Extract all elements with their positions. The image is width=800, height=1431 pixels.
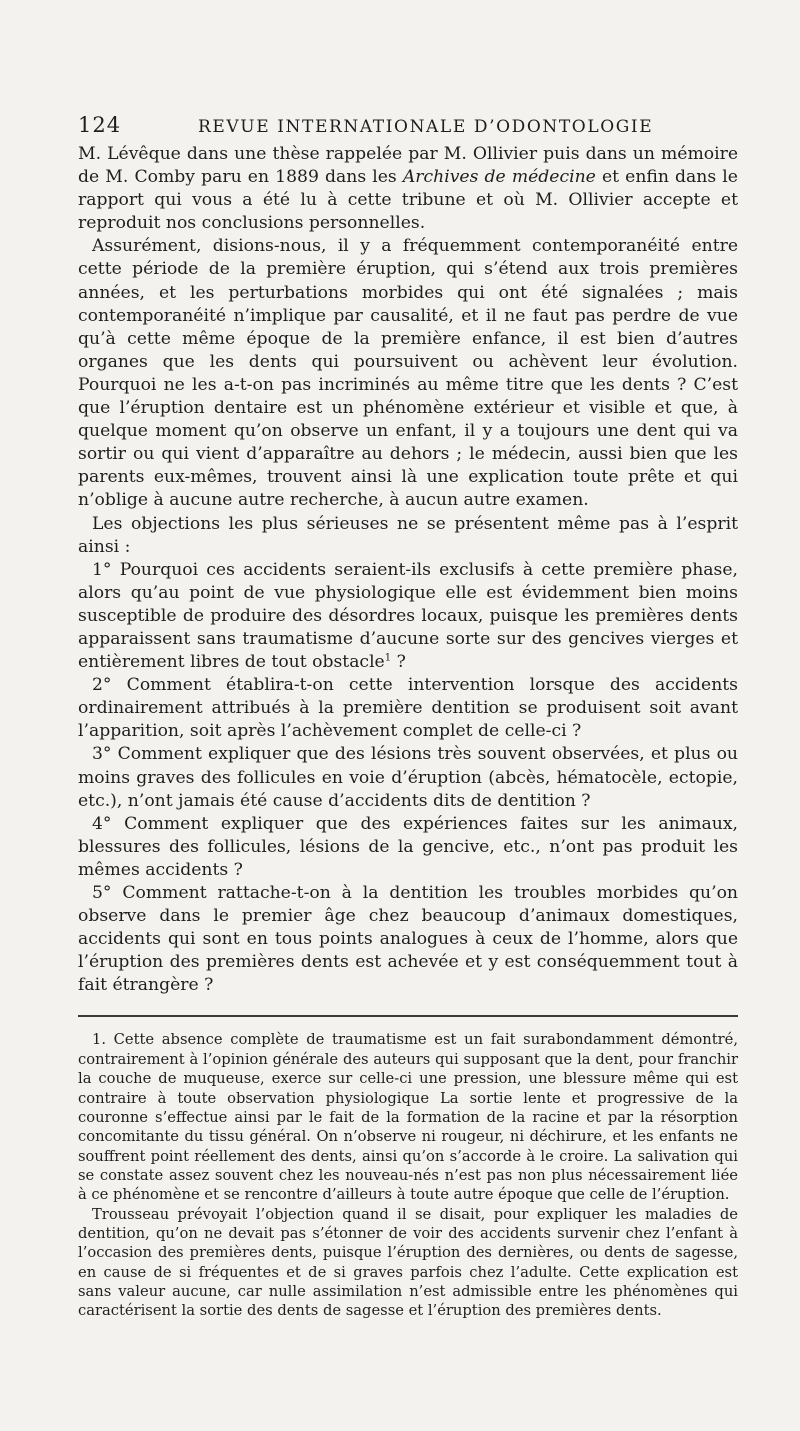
objection-2: 2° Comment établira-t-on cette intervention lorsque des accidents ordinairement attribués à la première dentition se produisent soit avant l’apparition, soit après l’achèvement complet de celle-ci ? bbox=[78, 675, 738, 742]
running-head bbox=[78, 113, 738, 143]
footnote-reference[interactable]: 1 bbox=[384, 652, 392, 664]
objection-4: 4° Comment expliquer que des expériences faites sur les animaux, blessures des follicules, lésions de la gencive, etc., n’ont pas produit les mêmes accidents ? bbox=[78, 813, 738, 880]
page-number: 124 bbox=[78, 113, 122, 137]
objection-1-end: ? bbox=[391, 652, 406, 673]
journal-citation: Archives de médecine bbox=[402, 167, 596, 188]
paragraph-2: Assurément, disions-nous, il y a fréquemment contemporanéité entre cette période de la première éruption, qui s’étend aux trois premières années, et les perturbations morbides qui ont été signalées ; mais contemporanéité n’implique par causalité, et il ne faut pas perdre de vue qu’à cette même époque de la première enfance, il est bien d’autres organes que les dents qui poursuivent ou achèvent leur évolution. Pourquoi ne les a-t-on pas incriminés au même titre que les dents ? C’est que l’éruption dentaire est un phénomène extérieur et visible et que, à quelque moment qu’on observe un enfant, il y a toujours une dent qui va sortir ou qui vient d’apparaître au dehors ; le médecin, aussi bien que les parents eux-mêmes, trouvent ainsi là une explication toute prête et qui n’oblige à aucune autre recherche, à aucun autre examen. bbox=[78, 236, 738, 511]
paragraph-1-text-b: et enfin dans le rapport qui vous a été lu à cette tribune et où M. Ollivier accepte et reproduit nos conclusions personnelles. bbox=[78, 167, 738, 234]
paragraph-3: Les objections les plus sérieuses ne se présentent même pas à l’esprit ainsi : bbox=[78, 513, 738, 557]
objection-5: 5° Comment rattache-t-on à la dentition les troubles morbides qu’on observe dans le premier âge chez beaucoup d’animaux domestiques, accidents qui sont en tous points analogues à ceux de l’homme, alors que l’éruption des premières dents est achevée et y est conséquemment tout à fait étrangère ? bbox=[78, 883, 738, 996]
body-text bbox=[78, 143, 738, 997]
objection-3: 3° Comment expliquer que des lésions très souvent observées, et plus ou moins graves des follicules en voie d’éruption (abcès, hématocèle, ectopie, etc.), n’ont jamais été cause d’accidents dits de dentition ? bbox=[78, 744, 738, 811]
footnote-1-continued: Trousseau prévoyait l’objection quand il se disait, pour expliquer les maladies de dentition, qu’on ne devait pas s’étonner de voir des accidents survenir chez l’enfant à l’occasion des premières dents, puisque l’éruption des dernières, ou dents de sagesse, en cause de si fréquentes et de si graves parfois chez l’adulte. Cette explication est sans valeur aucune, car nulle assimilation n’est admissible entre les phénomènes qui caractérisent la sortie des dents de sagesse et l’éruption des premières dents. bbox=[78, 1205, 738, 1320]
objection-1-text: 1° Pourquoi ces accidents seraient-ils exclusifs à cette première phase, alors qu’au point de vue physiologique elle est évidemment bien moins susceptible de produire des désordres locaux, puisque les premières dents apparaissent sans traumatisme d’aucune sorte sur des gencives vierges et entièrement libres de tout obstacle bbox=[78, 559, 738, 673]
footnote-divider bbox=[78, 1015, 738, 1017]
objection-1 bbox=[78, 559, 738, 674]
paragraph-1 bbox=[78, 143, 738, 235]
footnote-1: 1. Cette absence complète de traumatisme est un fait surabondamment démontré, contrairement à l’opinion générale des auteurs qui supposant que la dent, pour franchir la couche de muqueuse, exerce sur celle-ci une pression, une blessure même qui est contraire à toute observation physiologique La sortie lente et progressive de la couronne s’effectue ainsi par le fait de la formation de la racine et par la résorption concomitante du tissu général. On n’observe ni rougeur, ni déchirure, et les enfants ne souffrent point réellement des dents, ainsi qu’on s’accorde à le croire. La salivation qui se constate assez souvent chez les nouveau-nés n’est pas non plus nécessairement liée à ce phénomène et se rencontre d’ailleurs à toute autre époque que celle de l’éruption. bbox=[78, 1031, 738, 1204]
footnotes bbox=[78, 1030, 738, 1320]
paragraph-1-text-a: M. Lévêque dans une thèse rappelée par M. Ollivier puis dans un mémoire de M. Comby paru en 1889 dans les bbox=[78, 144, 738, 188]
journal-title: REVUE INTERNATIONALE D’ODONTOLOGIE bbox=[198, 117, 654, 137]
